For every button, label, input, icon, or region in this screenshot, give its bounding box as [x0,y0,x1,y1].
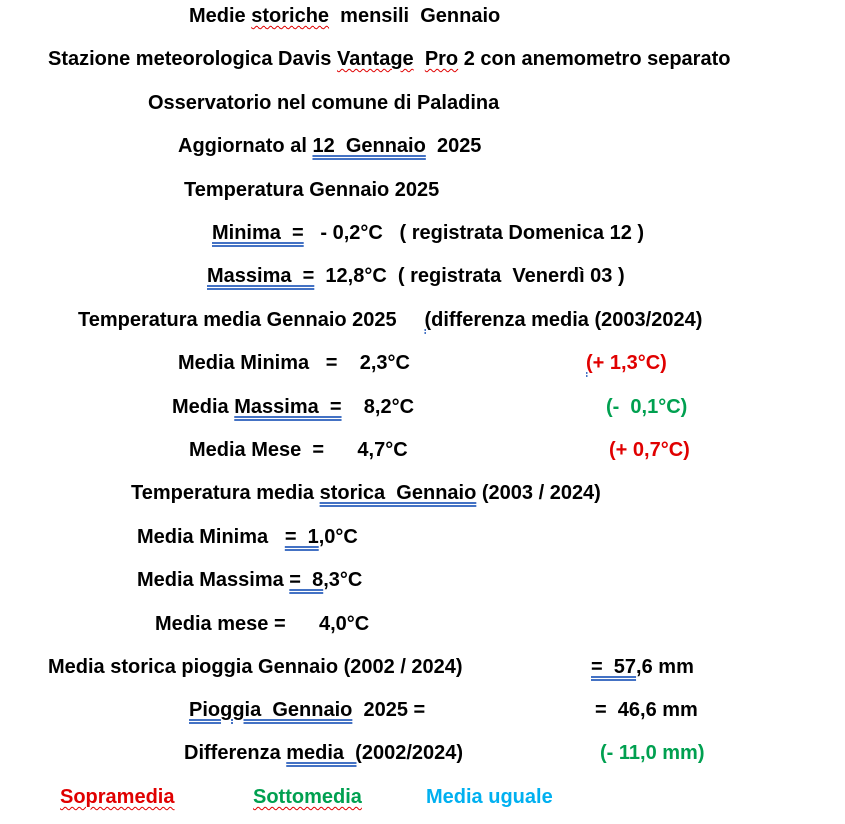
avg-2025-max: Media Massima = 8,2°C [172,396,415,418]
rain-historical-label: Media storica pioggia Gennaio (2002 / 2024) [48,656,463,678]
rain-difference-label: Differenza media (2002/2024) [184,742,464,764]
rain-2025-value: = 46,6 mm [595,699,698,721]
station-info: Stazione meteorologica Davis Vantage Pro 2 con anemometro separato [48,48,731,70]
avg-2025-max-diff: (- 0,1°C) [606,396,688,418]
observatory-line: Osservatorio nel comune di Paladina [148,92,500,114]
avg-2025-min: Media Minima = 2,3°C [178,352,410,374]
avg-2025-mean: Media Mese = 4,7°C [189,439,408,461]
historical-min: Media Minima = 1,0°C [137,526,358,548]
temp-2025-heading: Temperatura Gennaio 2025 [184,179,440,201]
avg-2025-heading: Temperatura media Gennaio 2025 (differenza media (2003/2024) [78,309,703,331]
avg-2025-min-diff: (+ 1,3°C) [586,352,667,374]
avg-2025-mean-diff: (+ 0,7°C) [609,439,690,461]
rain-difference-value: (- 11,0 mm) [600,742,705,764]
legend-above-average: Sopramedia [60,786,175,808]
updated-line: Aggiornato al 12 Gennaio 2025 [178,135,482,157]
legend-below-average: Sottomedia [253,786,362,808]
page-title: Medie storiche mensili Gennaio [189,5,501,27]
historical-max: Media Massima = 8,3°C [137,569,363,591]
historical-mean: Media mese = 4,0°C [155,613,370,635]
legend-equal-average: Media uguale [426,786,553,808]
temp-2025-min: Minima = - 0,2°C ( registrata Domenica 12 ) [212,222,645,244]
historical-heading: Temperatura media storica Gennaio (2003 / 2024) [131,482,601,504]
rain-historical-value: = 57,6 mm [591,656,694,678]
rain-2025-label: Pioggia Gennaio 2025 = [189,699,426,721]
temp-2025-max: Massima = 12,8°C ( registrata Venerdì 03 ) [207,265,625,287]
